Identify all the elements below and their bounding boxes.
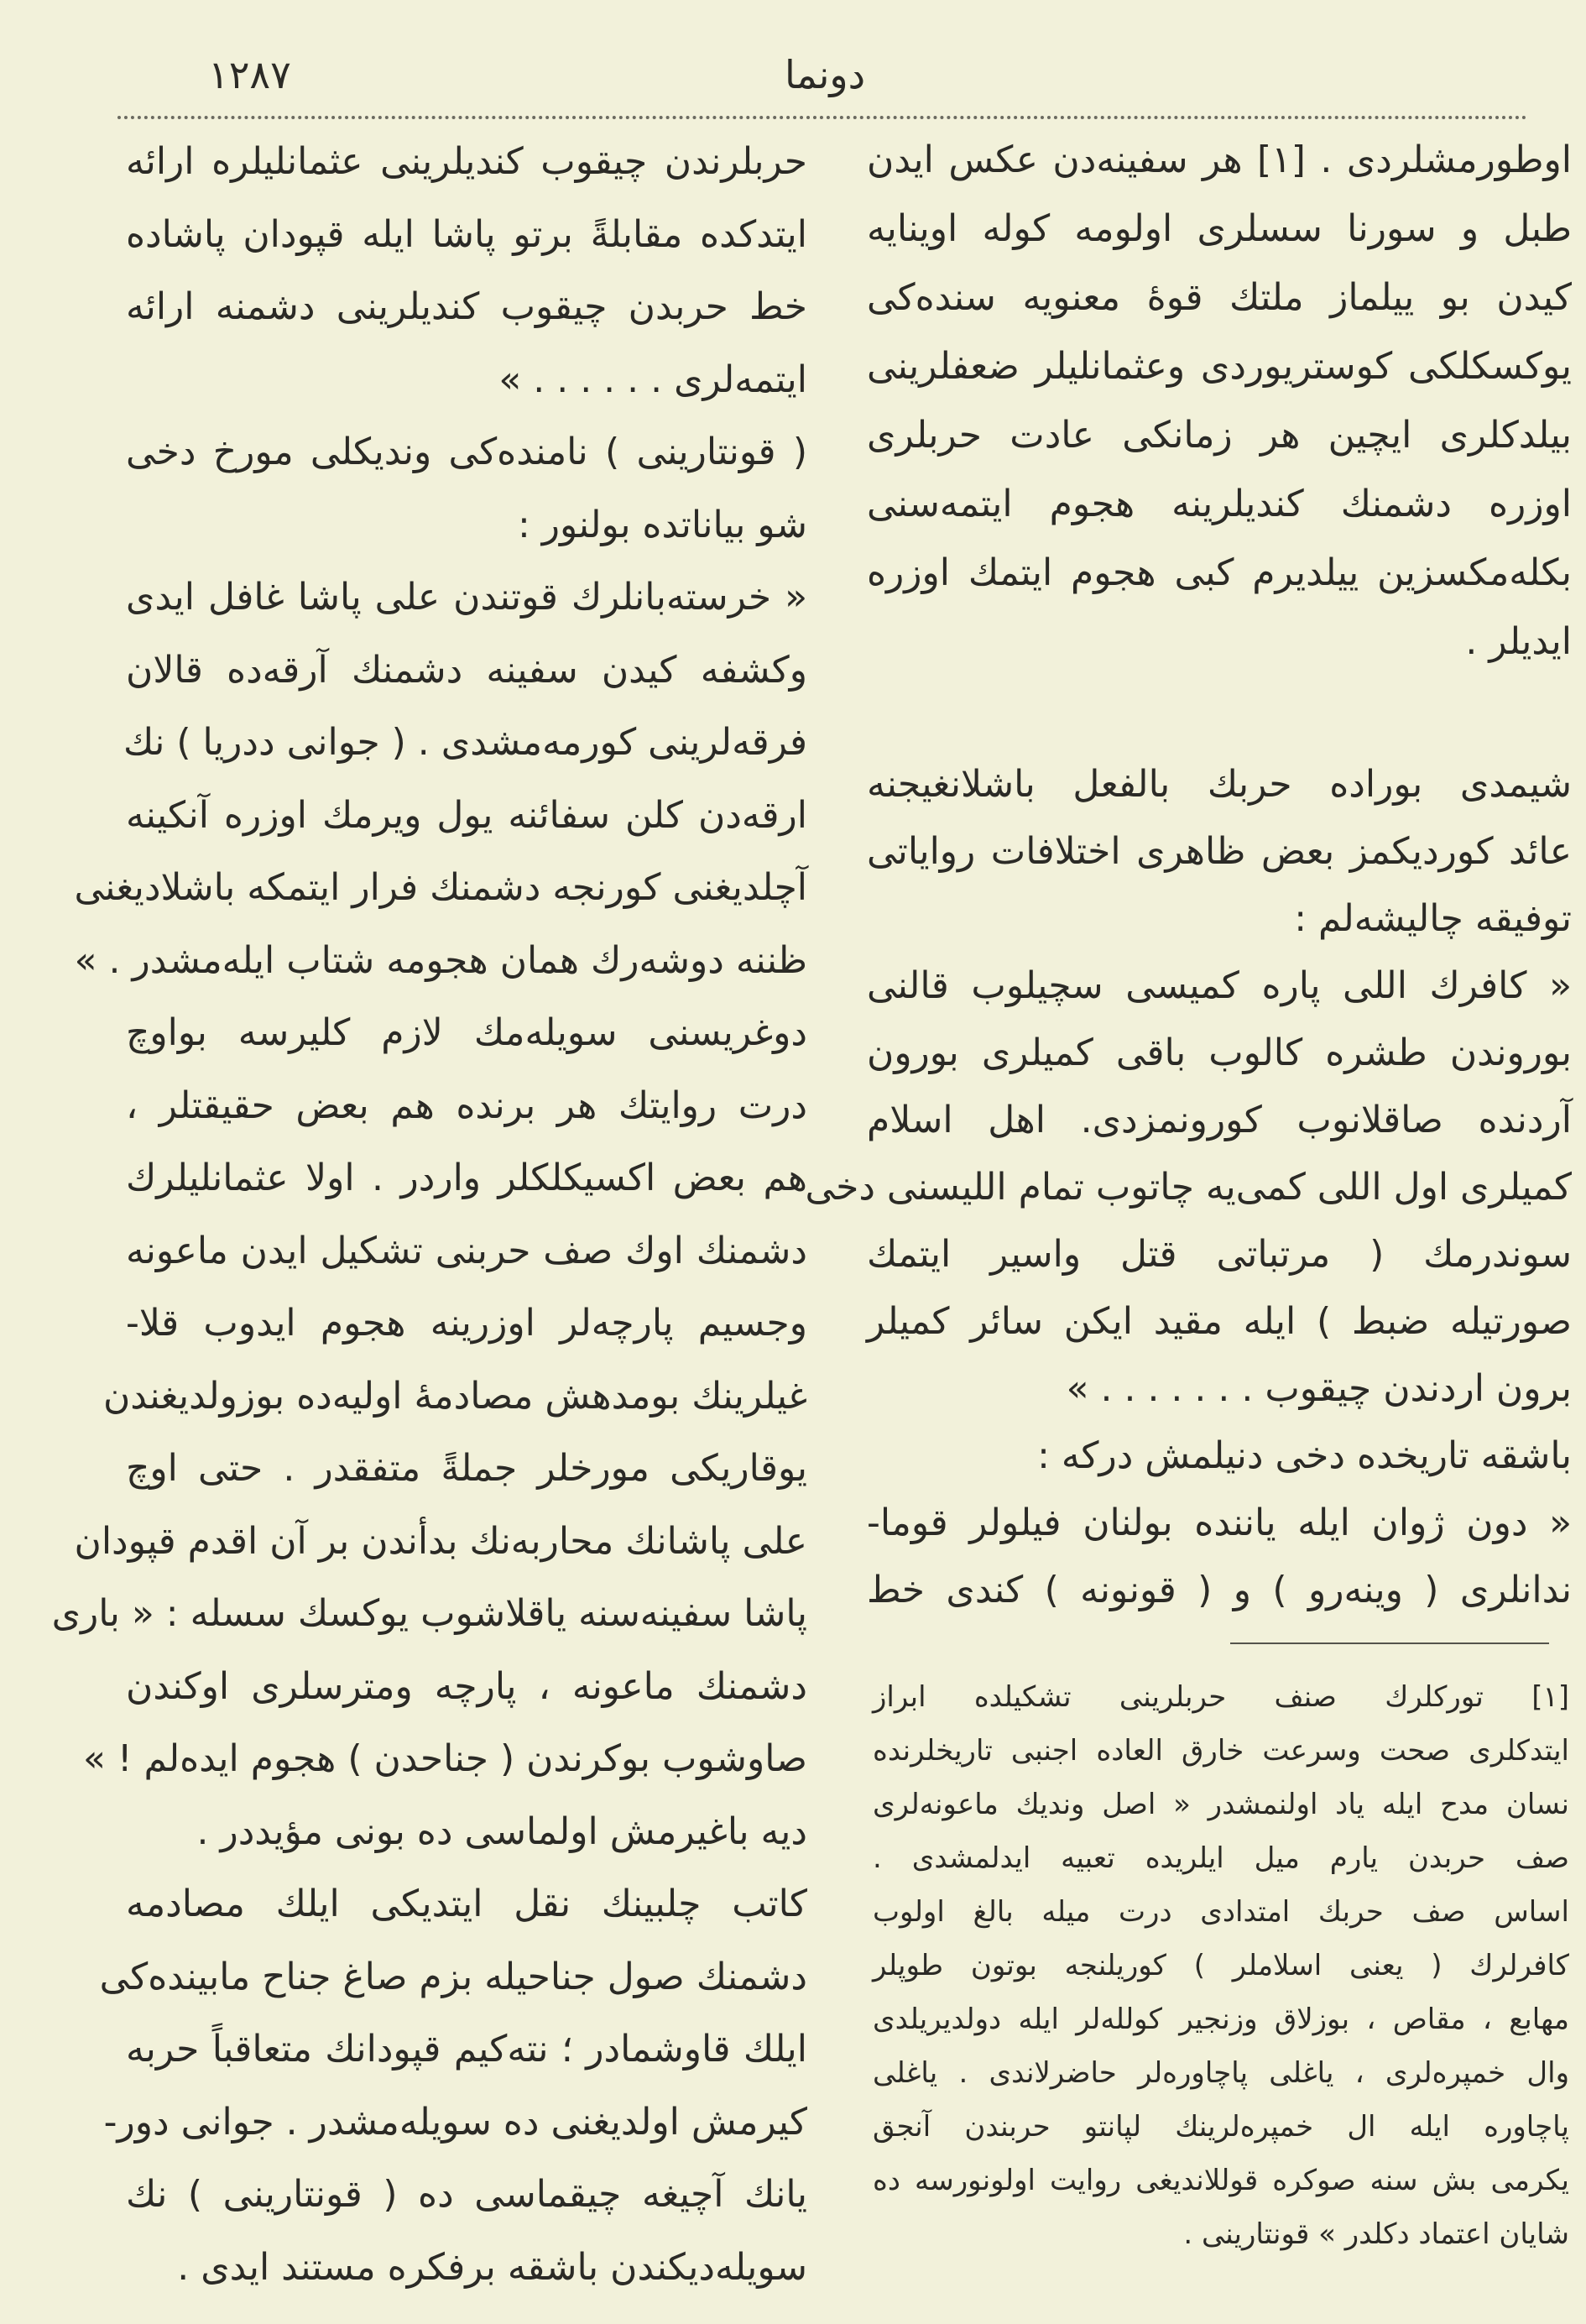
text-line: عائد کوردیکمز بعض ظاهری اختلافات روایاتی — [867, 830, 1572, 873]
text-line: ظننه دوشه‌رك همان هجومه شتاب ایله‌مشدر . » — [74, 938, 807, 982]
text-line: علی پاشانك محاربه‌نك بدأندن بر آن اقدم قپودان — [74, 1519, 807, 1563]
right-column-para1 — [867, 126, 1572, 676]
text-line: دیه باغیرمش اولماسی ده بونی مؤیددر . — [196, 1810, 807, 1853]
text-line: ( قونتارینی ) نامنده‌کی وندیکلی مورخ دخی — [126, 431, 807, 473]
text-line: دشمنك ماعونه ، پارچه ومترسلری اوکندن — [126, 1664, 807, 1708]
footnote-rule — [1230, 1642, 1549, 1644]
right-column-para2 — [805, 751, 1572, 1624]
text-line: کیدن بو ییلماز ملتك قوهٔ معنویه سنده‌کی — [867, 276, 1572, 319]
text-line: بیلدکلری ایچین هر زمانکی عادت حربلری — [867, 414, 1572, 457]
text-line: یکرمی بش سنه صوکره قوللاندیغی روایت اولونورسه ده — [873, 2164, 1569, 2197]
text-line: کمیلری اول اللی کمی‌یه چاتوب تمام اللیسنی دخی — [805, 1166, 1572, 1209]
running-title: دونما — [785, 52, 866, 97]
text-line: « خرسته‌بانلرك قوتندن علی پاشا غافل ایدی — [126, 576, 807, 619]
text-line: آردنده صاقلانوب کورونمزدی. اهل اسلام — [867, 1099, 1572, 1141]
text-line: سویله‌دیکندن باشقه برفکره مستند ایدی . — [177, 2245, 807, 2289]
left-column — [51, 126, 807, 2304]
text-line: « کافرك اللی پاره کمیسی سچیلوب قالنی — [867, 964, 1572, 1007]
text-line: صورتیله ضبط ) ایله مقید ایکن سائر کمیلر — [867, 1300, 1572, 1343]
text-line: وکشفه کیدن سفینه دشمنك آرقه‌ده قالان — [126, 648, 807, 692]
text-line: آچلدیغنی کورنجه دشمنك فرار ایتمکه باشلادیغنی — [74, 866, 807, 909]
text-line: خط حربدن چیقوب کندیلرینی دشمنه ارائه — [126, 285, 807, 328]
text-line: ایلك قاوشمادر ؛ نته‌کیم قپودانك متعاقباً حربه — [126, 2028, 807, 2071]
text-line: کاتب چلبینك نقل ایتدیکی ایلك مصادمه — [126, 1883, 807, 1925]
text-line: صاوشوب بوکرندن ( جناحدن ) هجوم ایده‌لم ! » — [82, 1737, 807, 1780]
text-line: پاشا سفینه‌سنه یاقلاشوب یوکسك سسله : « باری — [51, 1592, 807, 1635]
text-line: اوزره دشمنك کندیلرینه هجوم ایتمه‌سنی — [867, 483, 1572, 525]
text-line: [۱] تورکلرك صنف حربلرینی تشکیلده ابراز — [873, 1680, 1569, 1714]
text-line: یوقاریکی مورخلر جملةً متفقدر . حتی اوچ — [126, 1447, 807, 1490]
text-line: فرقه‌لرینی کورمه‌مشدی . ( جوانی ددریا ) نك — [123, 721, 807, 764]
header-rule — [117, 116, 1527, 119]
text-line: صف حربدن یارم میل ایلریده تعبیه ایدلمشدی . — [873, 1841, 1569, 1875]
text-line: یانك آچیغه چیقماسی ده ( قونتارینی ) نك — [126, 2173, 807, 2216]
text-line: مهابع ، مقاص ، بوزلاق وزنجیر کولله‌لر ایله دولدیریلدی — [873, 2003, 1569, 2036]
text-line: وال خمپره‌لری ، یاغلی پاچاوره‌لر حاضرلاندی . یاغلی — [873, 2056, 1569, 2090]
text-line: توفیقه چالیشه‌لم : — [1294, 897, 1572, 940]
text-line: کیرمش اولدیغنی ده سویله‌مشدر . جوانی دور- — [103, 2100, 807, 2144]
text-line: بکله‌مکسزین ییلدیرم کبی هجوم ایتمك اوزره — [867, 551, 1572, 594]
text-line: طبل و سورنا سسلری اولومه کوله اوینایه — [867, 207, 1572, 250]
text-line: دشمنك اوك صف حربنی تشکیل ایدن ماعونه — [126, 1229, 807, 1272]
text-line: وجسیم پارچه‌لر اوزرینه هجوم ایدوب قلا- — [126, 1302, 807, 1345]
text-line: درت روایتك هر برنده هم بعض حقیقتلر ، — [126, 1084, 807, 1127]
text-line: ارقه‌دن کلن سفائنه یول ویرمك اوزره آنکینه — [126, 793, 807, 837]
text-line: « دون ژوان ایله یاننده بولنان فیلولر قوما- — [867, 1501, 1572, 1544]
footnote — [873, 1670, 1569, 2261]
text-line: دوغریسنی سویله‌مك لازم کلیرسه بواوچ — [126, 1011, 807, 1054]
text-line: ایتدکلری صحت وسرعت خارق العاده اجنبی تاریخلرنده — [873, 1734, 1569, 1768]
text-line: باشقه تاریخده دخی دنیلمش درکه : — [1037, 1434, 1572, 1477]
text-line: ندانلری ( وینه‌رو ) و ( قونونه ) کندی خط — [867, 1569, 1572, 1611]
text-line: ایتدکده مقابلةً برتو پاشا ایله قپودان پاشاده — [126, 212, 807, 256]
text-line: برون اردندن چیقوب . . . . . . . » — [1066, 1367, 1572, 1410]
text-line: پاچاوره ایله ال خمپره‌لرینك لپانتو حربندن آنجق — [873, 2110, 1569, 2144]
text-line: حربلرندن چیقوب کندیلرینی عثمانلیلره ارائه — [126, 140, 807, 183]
page-number: ۱۲۸۷ — [208, 52, 291, 97]
text-line: ایتمه‌لری . . . . . . » — [498, 358, 807, 401]
text-line: شو بیاناتده بولنور : — [518, 503, 807, 546]
text-line: هم بعض اکسیکلکلر واردر . اولا عثمانلیلرك — [126, 1157, 807, 1199]
text-line: اوطورمشلردی . [۱] هر سفینه‌دن عکس ایدن — [867, 138, 1572, 181]
text-line: کافرلرك ( یعنی اسلاملر ) کوریلنجه بوتون طوپلر — [873, 1949, 1569, 1982]
text-line: غیلرینك بومدهش مصادمهٔ اولیه‌ده بوزولدیغندن — [102, 1374, 807, 1418]
text-line: سوندرمك ( مرتباتی قتل واسیر ایتمك — [867, 1233, 1572, 1276]
text-line: شیمدی بوراده حربك بالفعل باشلانغیجنه — [867, 763, 1572, 806]
text-line: اساس صف حربك امتدادی درت میله بالغ اولوب — [873, 1895, 1569, 1929]
text-line: بوروندن طشره کالوب باقی کمیلری بورون — [867, 1031, 1572, 1074]
text-line: نسان مدح ایله یاد اولنمشدر « اصل وندیك ماعونه‌لری — [873, 1788, 1569, 1821]
text-line: ایدیلر . — [1465, 620, 1572, 663]
text-line: دشمنك صول جناحیله بزم صاغ جناح مابینده‌کی — [99, 1955, 807, 1998]
text-line: یوکسکلکی کوستریوردی وعثمانلیلر ضعفلرینی — [867, 345, 1572, 388]
text-line: شایان اعتماد دکلدر » قونتارینی . — [1183, 2217, 1569, 2251]
